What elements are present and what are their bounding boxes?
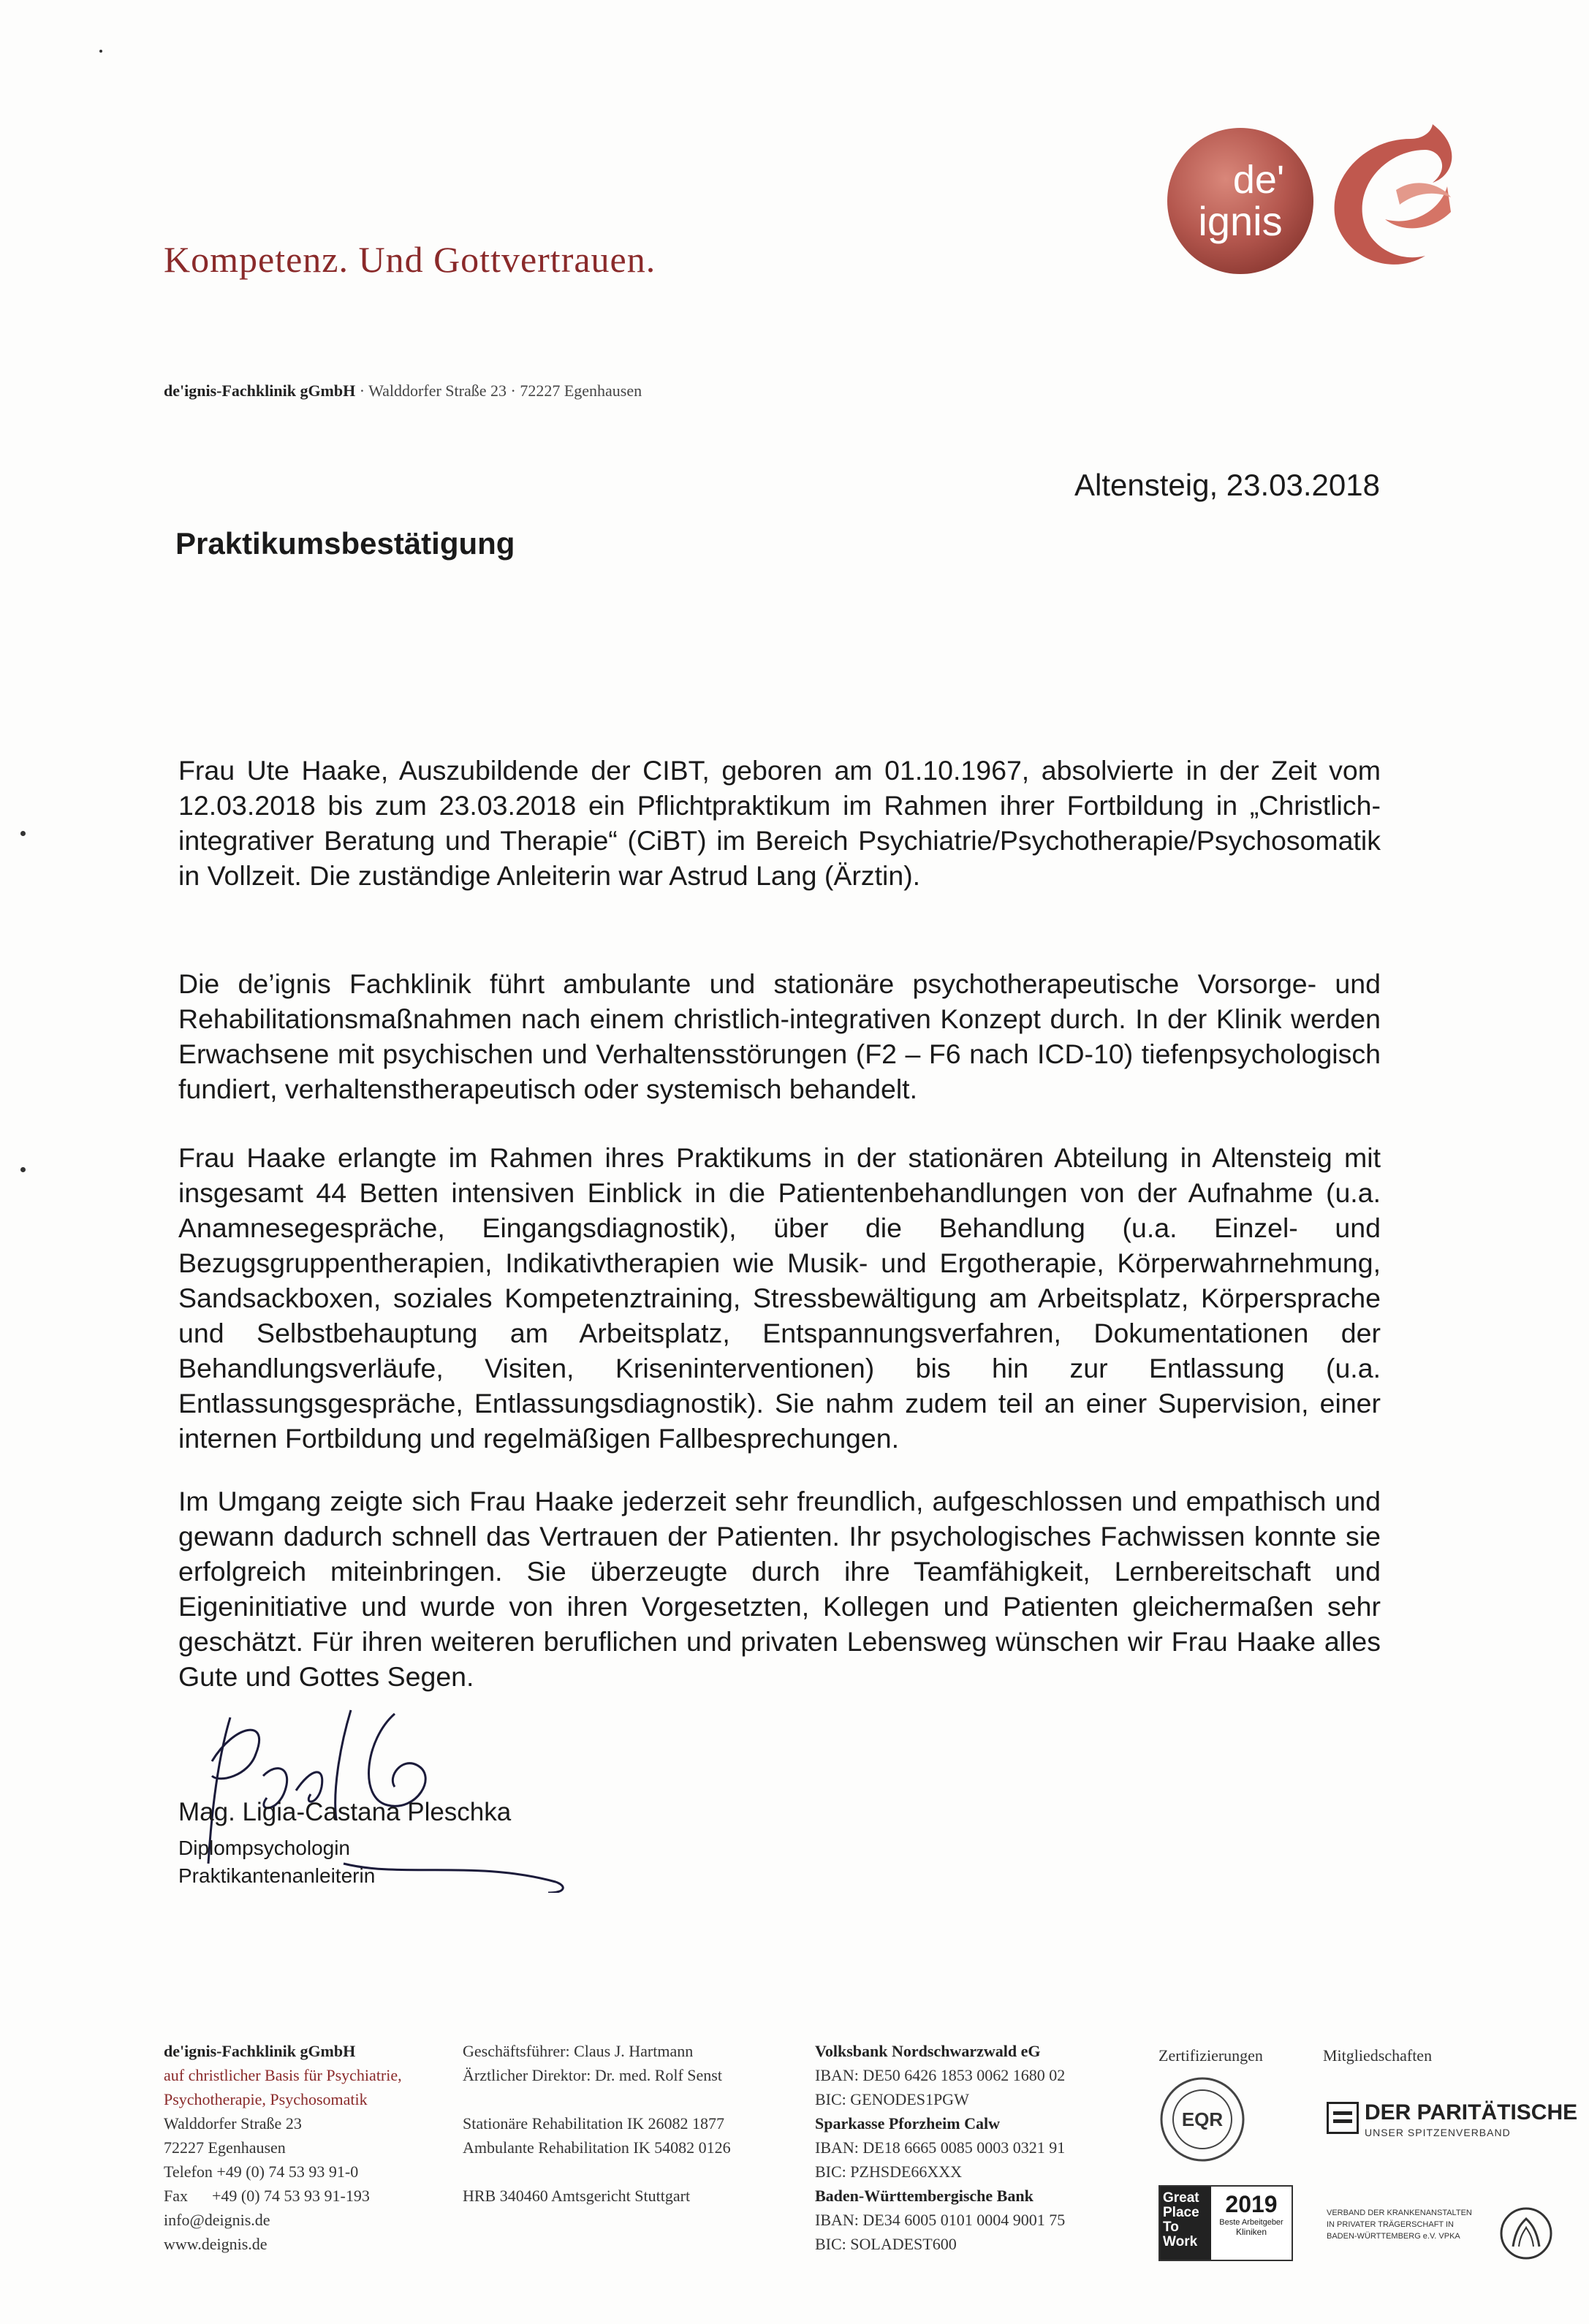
footer-ad: Ärztlicher Direktor: Dr. med. Rolf Senst bbox=[463, 2066, 722, 2084]
flame-icon bbox=[1323, 117, 1469, 278]
footer-street: Walddorfer Straße 23 bbox=[164, 2114, 302, 2133]
footer-bank3: Baden-Württembergische Bank bbox=[815, 2187, 1034, 2205]
footer-bank2: Sparkasse Pforzheim Calw bbox=[815, 2114, 1000, 2133]
footer-iban3: IBAN: DE34 6005 0101 0004 9001 75 bbox=[815, 2211, 1066, 2229]
footer-hrb: HRB 340460 Amtsgericht Stuttgart bbox=[463, 2187, 691, 2205]
deignis-logo bbox=[1165, 126, 1316, 276]
paritaet-sub: UNSER SPITZENVERBAND bbox=[1365, 2127, 1511, 2138]
vpka-logo bbox=[1327, 2207, 1509, 2258]
sender-company: de'ignis-Fachklinik gGmbH bbox=[164, 381, 356, 400]
scan-dot bbox=[99, 50, 102, 53]
footer-address bbox=[164, 2039, 402, 2256]
footer-fax: Fax +49 (0) 74 53 93 91-193 bbox=[164, 2187, 370, 2205]
footer-sub2: Psychotherapie, Psychosomatik bbox=[164, 2090, 368, 2108]
signer-name: Mag. Ligia-Castana Pleschka bbox=[178, 1798, 512, 1826]
gptw-badge bbox=[1158, 2185, 1293, 2261]
paragraph-4: Im Umgang zeigte sich Frau Haake jederzeit sehr freundlich, aufgeschlossen und empathisch und gewann dadurch schnell das Vertrauen der Patienten. Ihr psychologisches Fachwissen konnte sie erfolgreich miteinbringen. Sie überzeugte durch ihre Teamfähigkeit, Lernbereitschaft und Eigeninitiative und wurde von ihren Vorgesetzten, Kollegen und Patienten gleichermaßen sehr geschätzt. Für ihren weiteren beruflichen und privaten Lebensweg wünschen wir Frau Haake alles Gute und Gottes Segen. bbox=[178, 1486, 1381, 1692]
signer-title bbox=[178, 1834, 375, 1890]
signer-title-2: Praktikantenanleiterin bbox=[178, 1864, 376, 1887]
gptw-year: 2019 bbox=[1225, 2191, 1278, 2217]
footer-company: de'ignis-Fachklinik gGmbH bbox=[164, 2042, 356, 2060]
footer-ik2: Ambulante Rehabilitation IK 54082 0126 bbox=[463, 2138, 731, 2157]
tagline: Kompetenz. Und Gottvertrauen. bbox=[164, 239, 656, 280]
gptw-sub1: Beste Arbeitgeber bbox=[1219, 2218, 1283, 2227]
paritaet-text: DER PARITÄTISCHE bbox=[1365, 2100, 1578, 2124]
footer-sub1: auf christlicher Basis für Psychiatrie, bbox=[164, 2066, 402, 2084]
footer-bank1: Volksbank Nordschwarzwald eG bbox=[815, 2042, 1041, 2060]
footer-city: 72227 Egenhausen bbox=[164, 2138, 286, 2157]
signer-title-1: Diplompsychologin bbox=[178, 1837, 351, 1859]
sender-line bbox=[164, 381, 642, 400]
letter-subject: Praktikumsbestätigung bbox=[175, 526, 515, 561]
paritaet-logo bbox=[1327, 2097, 1578, 2141]
eqr-text: EQR bbox=[1181, 2108, 1224, 2130]
memberships-label: Mitgliedschaften bbox=[1323, 2046, 1433, 2065]
vpka-line1: VERBAND DER KRANKENANSTALTEN bbox=[1327, 2209, 1472, 2217]
footer-bic1: BIC: GENODES1PGW bbox=[815, 2090, 969, 2108]
footer-bic2: BIC: PZHSDE66XXX bbox=[815, 2162, 963, 2181]
scan-dot bbox=[20, 1167, 26, 1172]
paritaet-icon bbox=[1327, 2102, 1359, 2134]
gptw-sub2: Kliniken bbox=[1235, 2227, 1267, 2237]
footer-management bbox=[463, 2039, 731, 2208]
vpka-line2: IN PRIVATER TRÄGERSCHAFT IN bbox=[1327, 2220, 1454, 2229]
vpka-line3: BADEN-WÜRTTEMBERG e.V. VPKA bbox=[1327, 2232, 1460, 2241]
footer-ik1: Stationäre Rehabilitation IK 26082 1877 bbox=[463, 2114, 725, 2133]
footer-bic3: BIC: SOLADEST600 bbox=[815, 2235, 957, 2253]
footer-iban2: IBAN: DE18 6665 0085 0003 0321 91 bbox=[815, 2138, 1066, 2157]
footer-email[interactable]: info@deignis.de bbox=[164, 2211, 270, 2229]
paragraph-2: Die de’ignis Fachklinik führt ambulante und stationäre psychotherapeutische Vorsorge- und Rehabilitationsmaßnahmen nach einem christlich-integrativen Konzept durch. In der Klinik werden Erwachsene mit psychischen und Verhaltensstörungen (F2 – F6 nach ICD-10) tiefenpsychologisch fundiert, verhaltenstherapeutisch oder systemisch behandelt. bbox=[178, 968, 1381, 1104]
paragraph-1: Frau Ute Haake, Auszubildende der CIBT, geboren am 01.10.1967, absolvierte in der Zeit vom 12.03.2018 bis zum 23.03.2018 ein Pflichtpraktikum im Rahmen ihrer Fortbildung in „Christlich-integrativer Beratung und Therapie“ (CiBT) im Bereich Psychiatrie/Psychotherapie/Psychosomatik in Vollzeit. Die zuständige Anleiterin war Astrud Lang (Ärztin). bbox=[178, 755, 1381, 891]
sender-address: · Walddorfer Straße 23 · 72227 Egenhausen bbox=[359, 381, 642, 400]
footer-iban1: IBAN: DE50 6426 1853 0062 1680 02 bbox=[815, 2066, 1066, 2084]
footer-web[interactable]: www.deignis.de bbox=[164, 2235, 268, 2253]
footer-gf: Geschäftsführer: Claus J. Hartmann bbox=[463, 2042, 694, 2060]
vpka-icon bbox=[1498, 2206, 1554, 2261]
eqr-seal-icon bbox=[1158, 2076, 1246, 2163]
logo-text-2: ignis bbox=[1198, 198, 1283, 244]
footer-phone: Telefon +49 (0) 74 53 93 91-0 bbox=[164, 2162, 359, 2181]
footer-banks bbox=[815, 2039, 1065, 2256]
logo-text-1: de' bbox=[1232, 158, 1285, 202]
scan-dot bbox=[20, 831, 26, 836]
gptw-text: Great Place To Work bbox=[1160, 2187, 1211, 2260]
place-date: Altensteig, 23.03.2018 bbox=[1074, 468, 1380, 502]
certifications-label: Zertifizierungen bbox=[1158, 2046, 1263, 2065]
paragraph-3: Frau Haake erlangte im Rahmen ihres Praktikums in der stationären Abteilung in Altensteig mit insgesamt 44 Betten intensiven Einblick in die Patientenbehandlungen von der Aufnahme (u.a. Anamnesegespräche, Eingangsdiagnostik), über die Behandlung (u.a. Einzel- und Bezugsgruppentherapien, Indikativtherapien wie Musik- und Ergotherapie, Körperwahrnehmung, Sandsackboxen, soziales Kompetenztraining, Stressbewältigung am Arbeitsplatz, Körpersprache und Selbstbehauptung am Arbeitsplatz, Entspannungsverfahren, Dokumentationen der Behandlungsverläufe, Visiten, Kriseninterventionen) bis hin zur Entlassung (u.a. Entlassungsgespräche, Entlassungsdiagnostik). Sie nahm zudem teil an einer Supervision, einer internen Fortbildung und regelmäßigen Fallbesprechungen. bbox=[178, 1142, 1381, 1454]
